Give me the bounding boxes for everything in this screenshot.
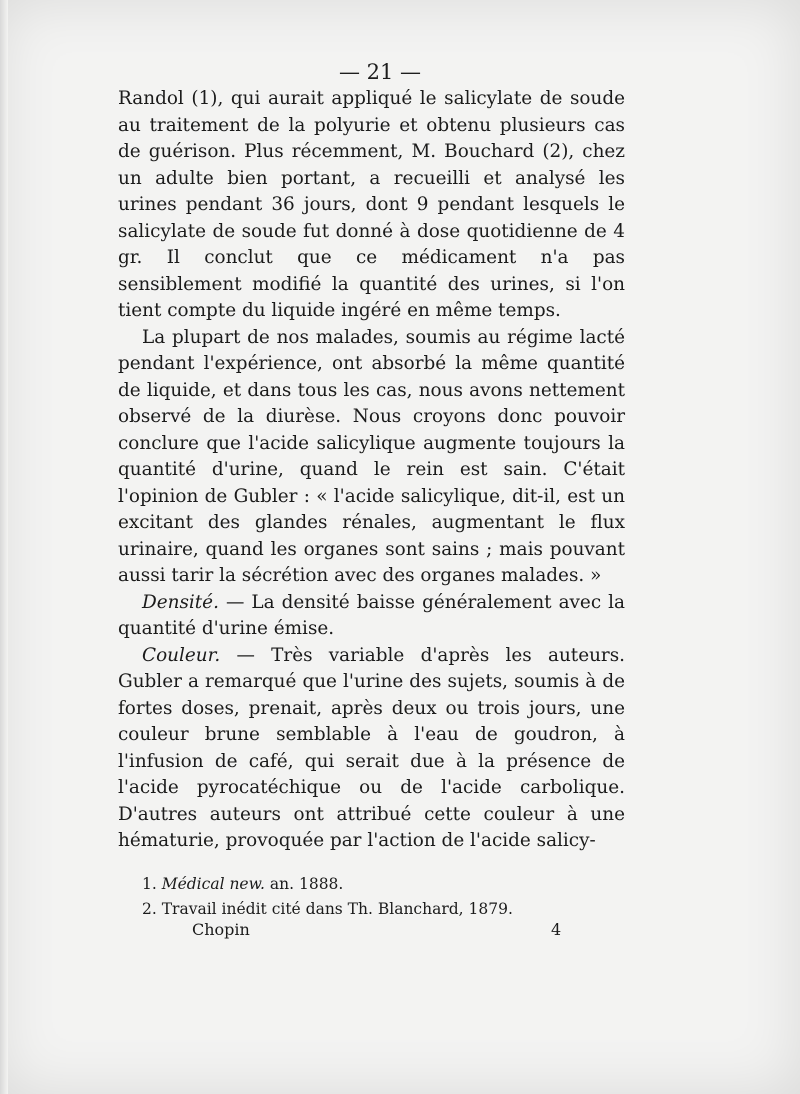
footnotes (142, 872, 622, 922)
page-edge-shadow (0, 0, 8, 1094)
paragraph-couleur (118, 643, 625, 855)
densite-heading: Densité. (142, 591, 219, 613)
footer-signature-mark: 4 (551, 920, 562, 939)
footnote-1-number: 1. (142, 875, 162, 893)
couleur-text: — Très variable d'après les auteurs. Gubler a remarqué que l'urine des sujets, soumis à de fortes doses, prenait, après deux ou trois jours, une couleur brune semblable à l'eau de goudron, à l'infusion de café, qui serait due à la présence de l'acide pyrocatéchique ou de l'acide carbolique. D'autres auteurs ont attribué cette couleur à une hématurie, provoquée par l'action de l'acide salicy- (118, 644, 625, 851)
paragraph-2: La plupart de nos malades, soumis au régime lacté pendant l'expérience, ont absorbé la même quantité de liquide, et dans tous les cas, nous avons nettement observé de la diurèse. Nous croyons donc pouvoir conclure que l'acide salicylique augmente toujours la quantité d'urine, quand le rein est sain. C'était l'opinion de Gubler : « l'acide salicylique, dit-il, est un excitant des glandes rénales, augmentant le flux urinaire, quand les organes sont sains ; mais pouvant aussi tarir la sécrétion avec des organes malades. » (118, 326, 625, 586)
page-number: — 21 — (338, 60, 422, 84)
densite-text: — La densité baisse généralement avec la quantité d'urine émise. (118, 591, 625, 639)
paragraph-densite (118, 590, 625, 643)
footnote-2: 2. Travail inédit cité dans Th. Blanchard, 1879. (142, 900, 513, 918)
footer-author: Chopin (192, 920, 250, 939)
body-text (118, 86, 625, 855)
couleur-heading: Couleur. (142, 644, 221, 666)
footnote-1-title: Médical new. (161, 875, 265, 893)
footnote-1 (142, 872, 622, 897)
paragraph-1: Randol (1), qui aurait appliqué le salicylate de soude au traitement de la polyurie et obtenu plusieurs cas de guérison. Plus récemment, M. Bouchard (2), chez un adulte bien portant, a recueilli et analysé les urines pendant 36 jours, dont 9 pendant lesquels le salicylate de soude fut donné à dose quotidienne de 4 gr. Il conclut que ce médicament n'a pas sensiblement modifié la quantité des urines, si l'on tient compte du liquide ingéré en même temps. (118, 88, 625, 321)
footnote-1-rest: an. 1888. (264, 875, 344, 893)
